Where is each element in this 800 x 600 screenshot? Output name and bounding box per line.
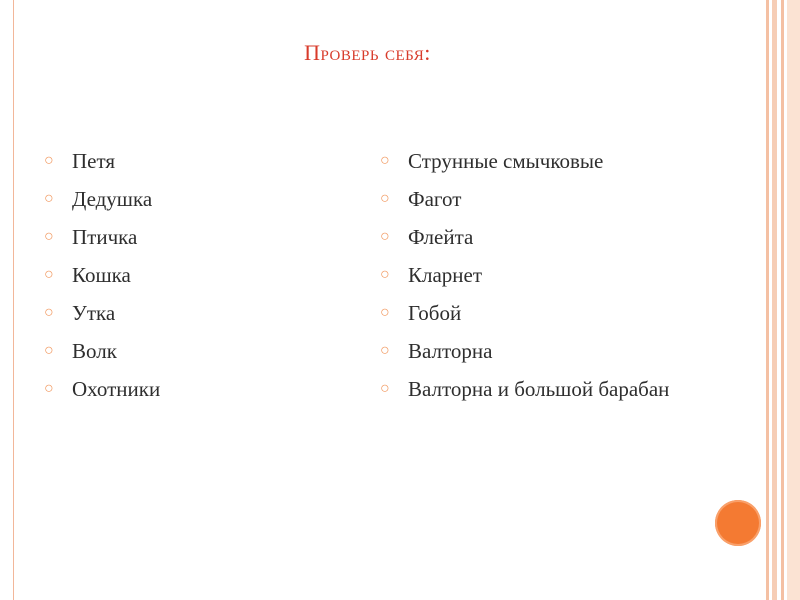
right-stripe-decoration xyxy=(781,0,784,600)
list-item-text: Волк xyxy=(72,339,117,363)
list-item-text: Кошка xyxy=(72,263,131,287)
orange-circle-decoration xyxy=(715,500,761,546)
list-item xyxy=(380,376,680,402)
circle-bullet-icon: ○ xyxy=(380,190,390,207)
list-item xyxy=(380,224,680,250)
left-column-list xyxy=(44,148,344,414)
list-item-text: Струнные смычковые xyxy=(408,149,604,173)
circle-bullet-icon: ○ xyxy=(44,228,54,245)
list-item-text: Дедушка xyxy=(72,187,153,211)
list-item xyxy=(380,148,680,174)
circle-bullet-icon: ○ xyxy=(44,266,54,283)
right-stripe-decoration xyxy=(766,0,769,600)
circle-bullet-icon: ○ xyxy=(380,152,390,169)
circle-bullet-icon: ○ xyxy=(44,190,54,207)
circle-bullet-icon: ○ xyxy=(380,228,390,245)
list-item-text: Птичка xyxy=(72,225,138,249)
list-item xyxy=(44,148,344,174)
slide-title: Проверь себя: xyxy=(304,40,431,65)
list-item xyxy=(44,186,344,212)
list-item-text: Петя xyxy=(72,149,116,173)
list-item xyxy=(380,262,680,288)
right-stripe-decoration xyxy=(787,0,800,600)
list-item-text: Гобой xyxy=(408,301,462,325)
circle-bullet-icon: ○ xyxy=(44,380,54,397)
circle-bullet-icon: ○ xyxy=(44,304,54,321)
list-item xyxy=(44,376,344,402)
circle-bullet-icon: ○ xyxy=(380,342,390,359)
circle-bullet-icon: ○ xyxy=(380,380,390,397)
list-item-text: Валторна xyxy=(408,339,493,363)
right-column-list xyxy=(380,148,680,414)
list-item xyxy=(44,338,344,364)
circle-bullet-icon: ○ xyxy=(380,304,390,321)
list-item xyxy=(380,300,680,326)
list-item xyxy=(44,300,344,326)
right-stripe-decoration xyxy=(772,0,777,600)
list-item xyxy=(44,262,344,288)
list-item xyxy=(380,338,680,364)
list-item-text: Утка xyxy=(72,301,116,325)
list-item xyxy=(380,186,680,212)
list-item xyxy=(44,224,344,250)
circle-bullet-icon: ○ xyxy=(44,152,54,169)
circle-bullet-icon: ○ xyxy=(44,342,54,359)
list-item-text: Кларнет xyxy=(408,263,483,287)
circle-bullet-icon: ○ xyxy=(380,266,390,283)
list-item-text: Фагот xyxy=(408,187,462,211)
list-item-text: Флейта xyxy=(408,225,474,249)
list-item-text: Валторна и большой барабан xyxy=(408,377,670,401)
left-rule-decoration xyxy=(13,0,14,600)
list-item-text: Охотники xyxy=(72,377,161,401)
